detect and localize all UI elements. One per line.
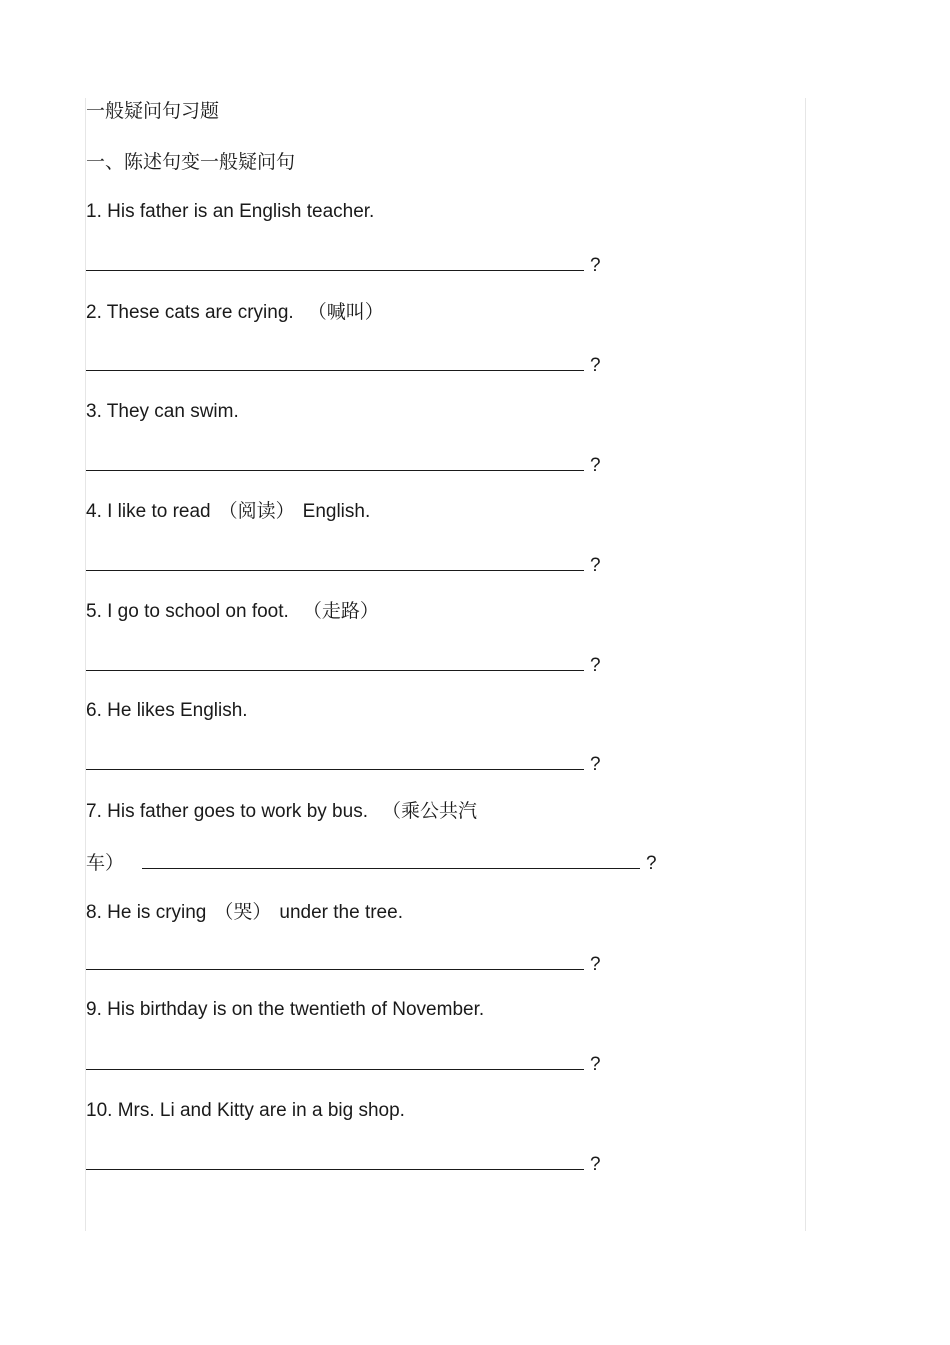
answer-1-row bbox=[86, 250, 601, 278]
question-7 bbox=[86, 799, 477, 824]
question-8-text-part2: under the tree. bbox=[279, 902, 403, 923]
answer-3-blank[interactable] bbox=[86, 450, 584, 471]
question-4-text-part1: 4. I like to read bbox=[86, 501, 211, 522]
answer-2-blank[interactable] bbox=[86, 350, 584, 371]
question-4-text-part2: English. bbox=[302, 501, 371, 522]
question-6 bbox=[86, 699, 248, 723]
question-1 bbox=[86, 200, 374, 224]
answer-4-row bbox=[86, 550, 601, 578]
question-7-note-line1: （乘公共汽 bbox=[381, 800, 477, 822]
answer-8-row bbox=[86, 949, 601, 977]
answer-9-row bbox=[86, 1049, 601, 1077]
answer-8-blank[interactable] bbox=[86, 949, 584, 970]
question-3-text: 3. They can swim. bbox=[86, 401, 239, 422]
answer-1-blank[interactable] bbox=[86, 250, 584, 271]
answer-6-blank[interactable] bbox=[86, 749, 584, 770]
answer-2-question-mark: ? bbox=[590, 355, 601, 376]
question-4 bbox=[86, 499, 370, 524]
answer-7-blank[interactable] bbox=[142, 848, 640, 869]
answer-4-question-mark: ? bbox=[590, 555, 601, 576]
answer-5-question-mark: ? bbox=[590, 655, 601, 676]
question-5-note: （走路） bbox=[302, 600, 379, 622]
answer-7-question-mark: ? bbox=[646, 853, 657, 874]
answer-4-blank[interactable] bbox=[86, 550, 584, 571]
question-9-text: 9. His birthday is on the twentieth of November. bbox=[86, 999, 485, 1020]
worksheet-title: 一般疑问句习题 bbox=[86, 100, 220, 122]
answer-9-blank[interactable] bbox=[86, 1049, 584, 1070]
question-2 bbox=[86, 300, 384, 325]
section-heading: 一、陈述句变一般疑问句 bbox=[86, 151, 296, 173]
answer-5-blank[interactable] bbox=[86, 650, 584, 671]
question-8-note: （哭） bbox=[214, 901, 272, 923]
answer-6-row bbox=[86, 749, 601, 777]
answer-9-question-mark: ? bbox=[590, 1054, 601, 1075]
question-10-text: 10. Mrs. Li and Kitty are in a big shop. bbox=[86, 1100, 405, 1121]
answer-10-blank[interactable] bbox=[86, 1149, 584, 1170]
question-4-note: （阅读） bbox=[218, 500, 295, 522]
question-8 bbox=[86, 900, 403, 925]
question-7-note-line2: 车） bbox=[86, 852, 125, 874]
question-8-text-part1: 8. He is crying bbox=[86, 902, 207, 923]
answer-7-row bbox=[86, 848, 657, 876]
answer-2-row bbox=[86, 350, 601, 378]
answer-6-question-mark: ? bbox=[590, 754, 601, 775]
answer-5-row bbox=[86, 650, 601, 678]
question-7-text: 7. His father goes to work by bus. bbox=[86, 801, 368, 822]
question-9 bbox=[86, 998, 484, 1022]
question-5 bbox=[86, 599, 379, 624]
answer-1-question-mark: ? bbox=[590, 255, 601, 276]
answer-3-question-mark: ? bbox=[590, 455, 601, 476]
answer-8-question-mark: ? bbox=[590, 954, 601, 975]
question-1-text: 1. His father is an English teacher. bbox=[86, 201, 375, 222]
answer-3-row bbox=[86, 450, 601, 478]
answer-10-question-mark: ? bbox=[590, 1154, 601, 1175]
question-10 bbox=[86, 1099, 405, 1123]
question-2-note: （喊叫） bbox=[307, 301, 384, 323]
answer-10-row bbox=[86, 1149, 601, 1177]
question-3 bbox=[86, 400, 239, 424]
question-6-text: 6. He likes English. bbox=[86, 700, 248, 721]
question-5-text: 5. I go to school on foot. bbox=[86, 601, 289, 622]
question-2-text: 2. These cats are crying. bbox=[86, 302, 294, 323]
